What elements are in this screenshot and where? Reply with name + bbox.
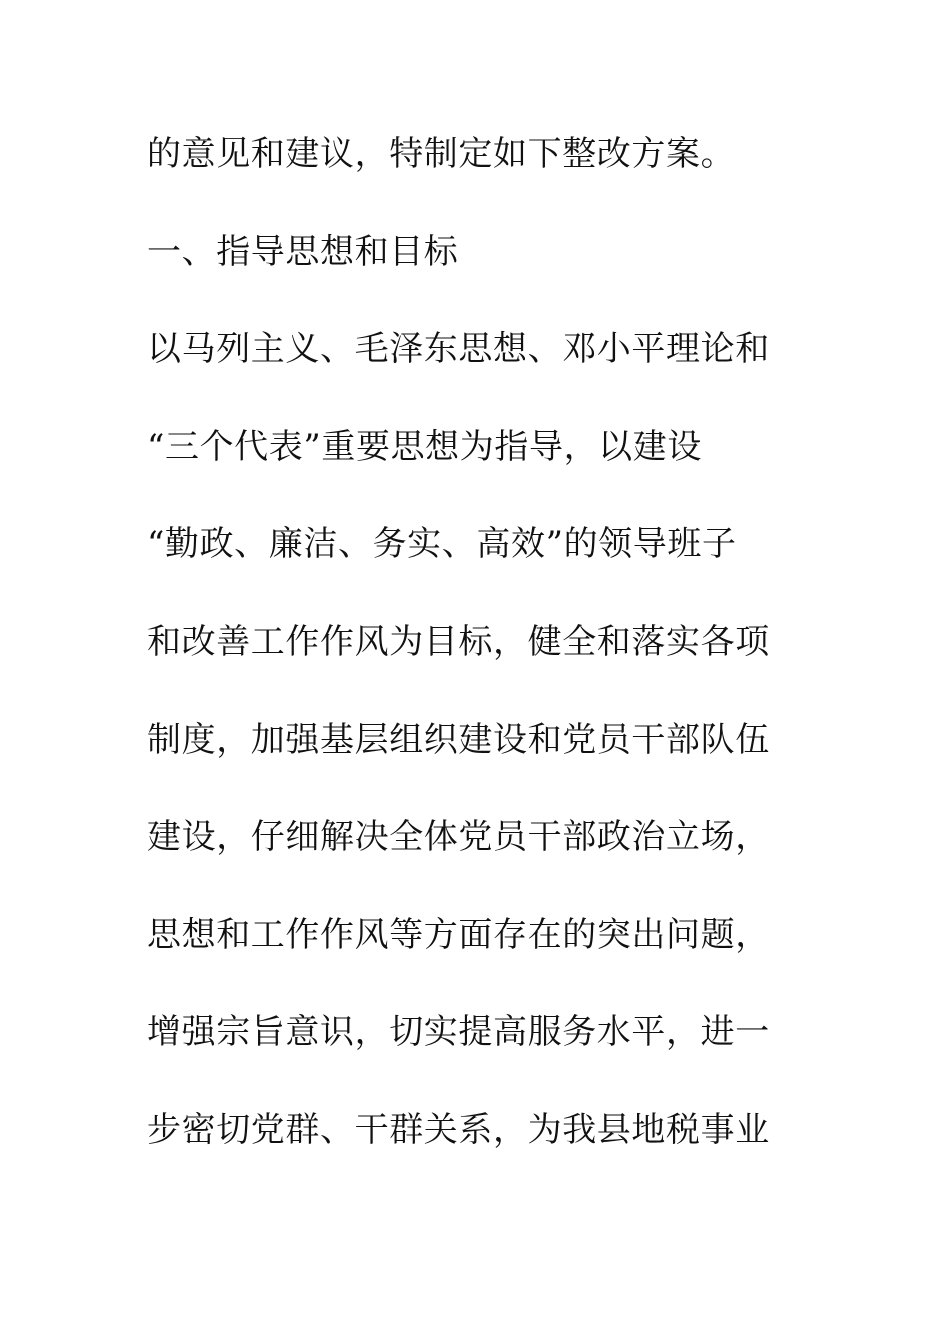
- text-line: 增强宗旨意识，切实提高服务水平，进一: [147, 1012, 770, 1053]
- text-line: 以马列主义、毛泽东思想、邓小平理论和: [147, 329, 770, 370]
- text-line: “三个代表”重要思想为指导，以建设: [147, 426, 702, 467]
- text-line: 制度，加强基层组织建设和党员干部队伍: [147, 719, 770, 760]
- body-text: [147, 122, 787, 1196]
- text-line: “勤政、廉洁、务实、高效”的领导班子: [147, 524, 737, 565]
- text-line: 和改善工作作风为目标，健全和落实各项: [147, 621, 770, 662]
- section-heading: 一、指导思想和目标: [147, 231, 459, 272]
- text-line: 步密切党群、干群关系，为我县地税事业: [147, 1109, 770, 1150]
- text-line: 思想和工作作风等方面存在的突出问题，: [147, 914, 770, 955]
- text-line: 的意见和建议，特制定如下整改方案。: [147, 134, 736, 174]
- text-line: 建设，仔细解决全体党员干部政治立场，: [147, 817, 770, 858]
